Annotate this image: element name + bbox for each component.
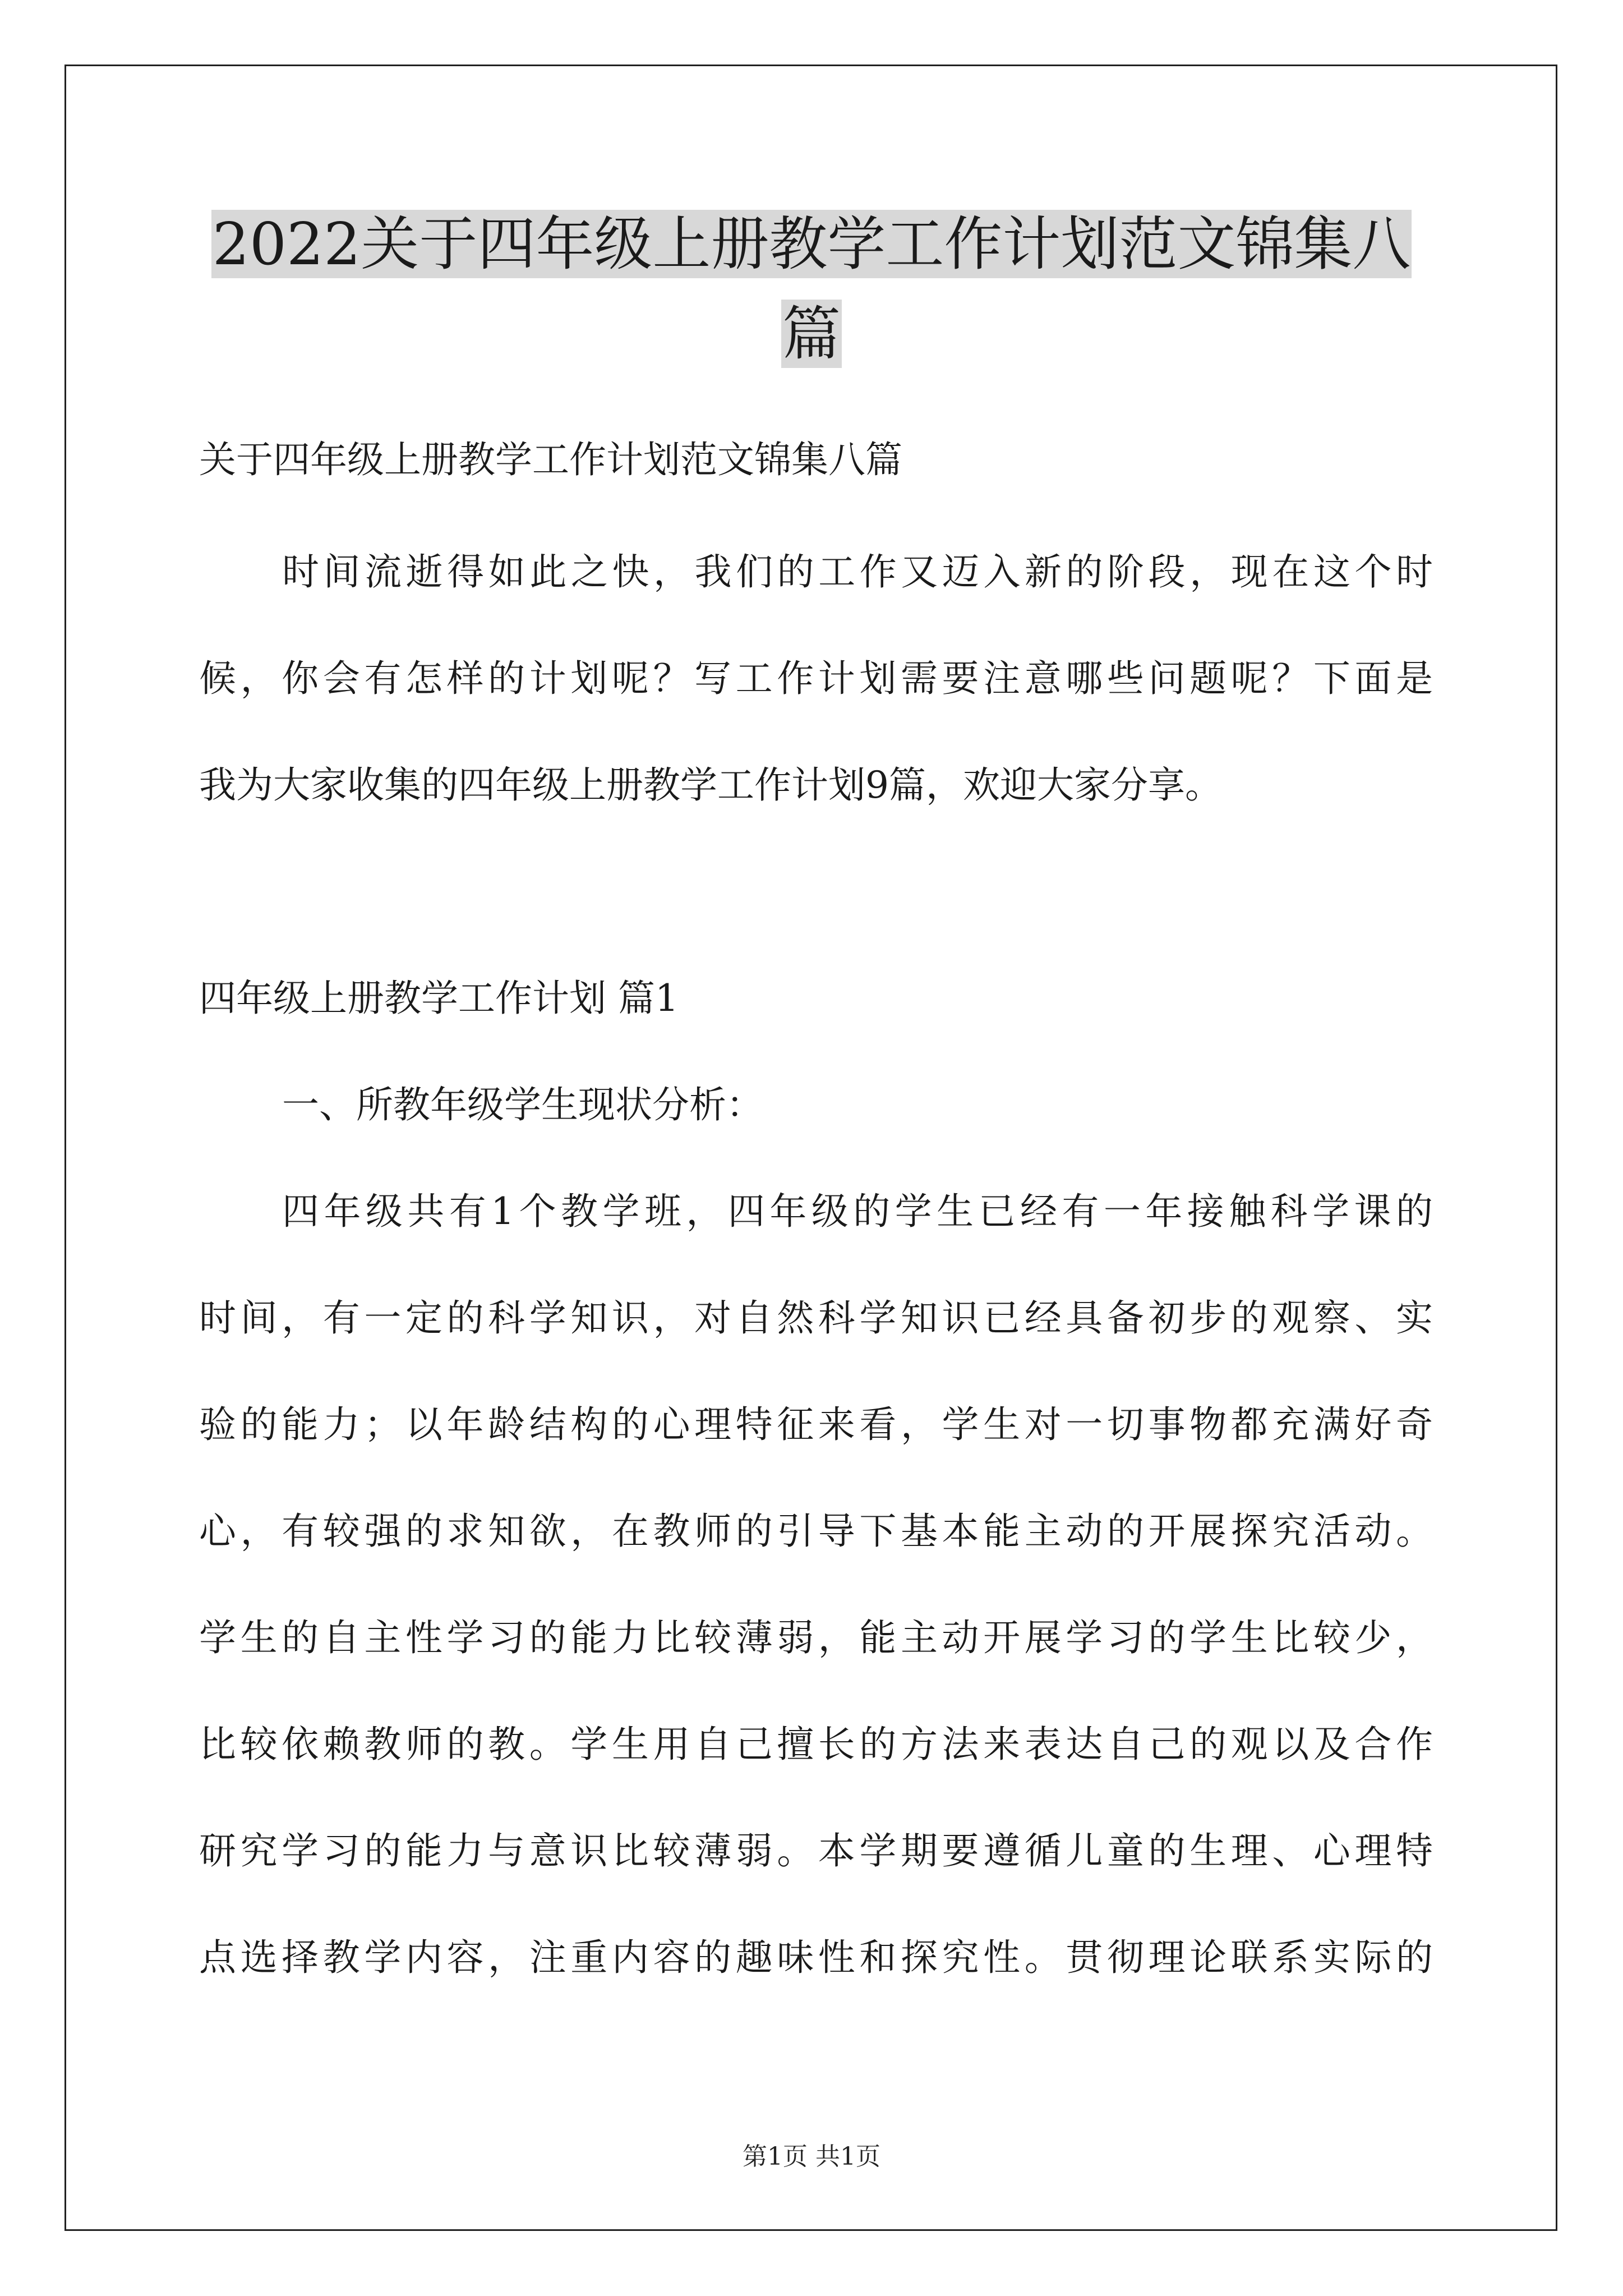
body-line-2: 时间，有一定的科学知识，对自然科学知识已经具备初步的观察、实	[199, 1296, 1433, 1340]
title-line-1: 2022关于四年级上册教学工作计划范文锦集八	[212, 210, 1411, 278]
document-subtitle: 关于四年级上册教学工作计划范文锦集八篇	[199, 438, 902, 481]
body-line-5: 学生的自主性学习的能力比较薄弱，能主动开展学习的学生比较少，	[199, 1616, 1433, 1659]
body-line-3: 验的能力；以年龄结构的心理特征来看，学生对一切事物都充满好奇	[199, 1403, 1433, 1446]
body-line-1: 四年级共有1个教学班，四年级的学生已经有一年接触科学课的	[282, 1190, 1433, 1233]
intro-line-2: 候，你会有怎样的计划呢？写工作计划需要注意哪些问题呢？下面是	[199, 657, 1433, 700]
title-line-2: 篇	[782, 300, 841, 368]
intro-line-1: 时间流逝得如此之快，我们的工作又迈入新的阶段，现在这个时	[282, 550, 1433, 593]
body-line-6: 比较依赖教师的教。学生用自己擅长的方法来表达自己的观以及合作	[199, 1723, 1433, 1766]
page-footer: 第1页 共1页	[743, 2142, 880, 2171]
body-line-7: 研究学习的能力与意识比较薄弱。本学期要遵循儿童的生理、心理特	[199, 1829, 1433, 1872]
page-border	[64, 65, 1557, 2231]
subsection-heading: 一、所教年级学生现状分析：	[282, 1083, 763, 1126]
body-line-8: 点选择教学内容，注重内容的趣味性和探究性。贯彻理论联系实际的	[199, 1936, 1433, 1979]
body-line-4: 心，有较强的求知欲，在教师的引导下基本能主动的开展探究活动。	[199, 1510, 1433, 1553]
intro-line-3: 我为大家收集的四年级上册教学工作计划9篇，欢迎大家分享。	[199, 763, 1222, 807]
document-title	[191, 199, 1432, 379]
section-heading: 四年级上册教学工作计划 篇1	[199, 977, 679, 1020]
